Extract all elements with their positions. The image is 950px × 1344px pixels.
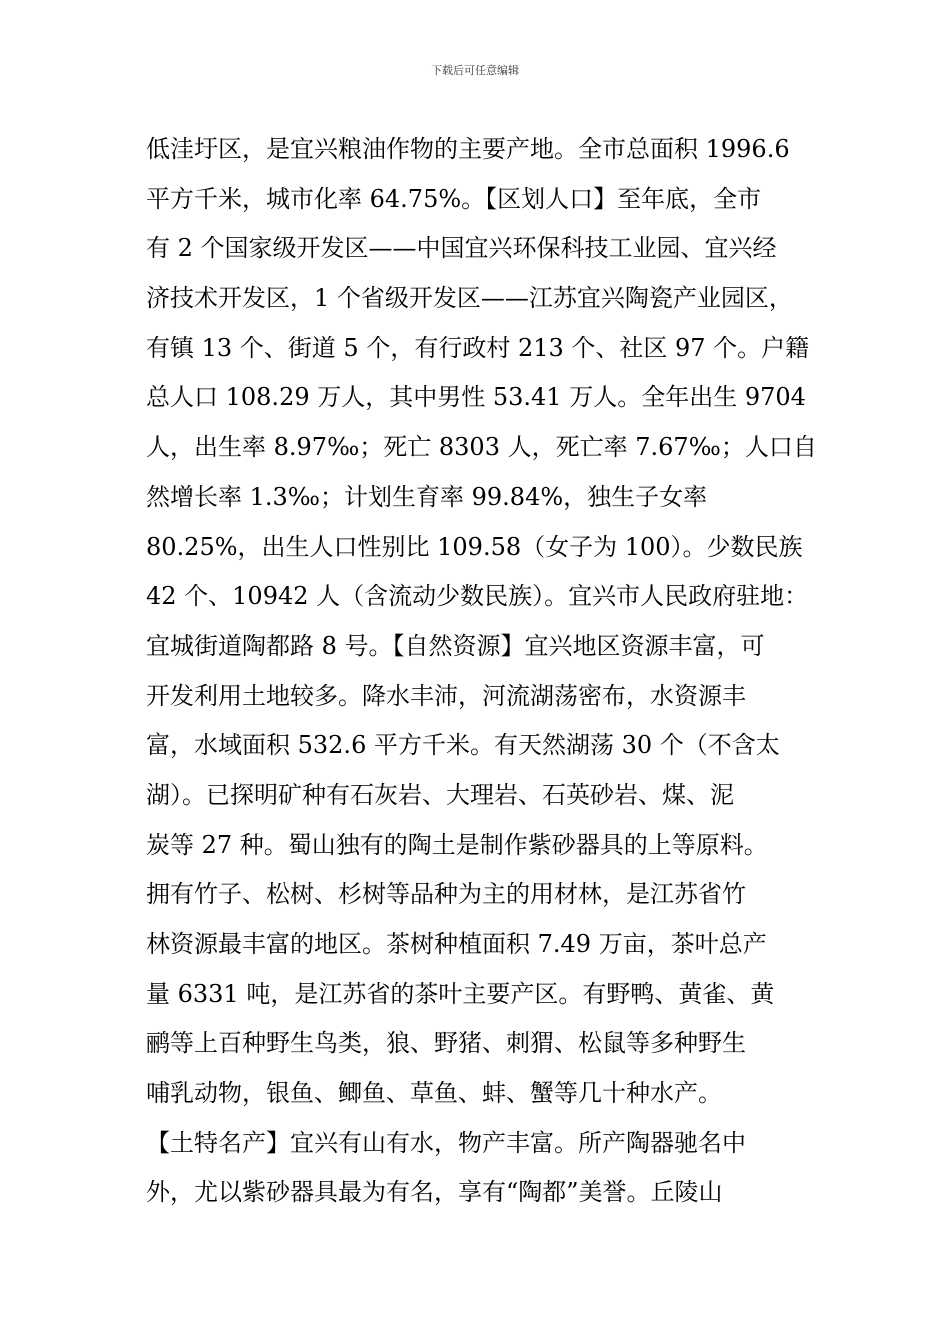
- text-line: 哺乳动物，银鱼、鲫鱼、草鱼、蚌、蟹等几十种水产。: [146, 1079, 722, 1108]
- text-line: 济技术开发区，1 个省级开发区——江苏宜兴陶瓷产业园区，: [146, 284, 793, 313]
- text-line: 宜城街道陶都路 8 号。【自然资源】宜兴地区资源丰富，可: [146, 631, 765, 660]
- page-header: 下载后可任意编辑: [431, 64, 519, 77]
- text-line: 总人口 108.29 万人，其中男性 53.41 万人。全年出生 9704: [146, 383, 806, 412]
- text-line: 鹂等上百种野生鸟类，狼、野猪、刺猬、松鼠等多种野生: [146, 1029, 746, 1058]
- text-line: 低洼圩区，是宜兴粮油作物的主要产地。全市总面积 1996.6: [146, 135, 790, 163]
- text-line: 有镇 13 个、街道 5 个，有行政村 213 个、社区 97 个。户籍: [146, 333, 810, 362]
- text-line: 富，水域面积 532.6 平方千米。有天然湖荡 30 个（不含太: [146, 731, 780, 760]
- text-line: 量 6331 吨，是江苏省的茶叶主要产区。有野鸭、黄雀、黄: [146, 979, 775, 1008]
- text-line: 80.25%，出生人口性别比 109.58（女子为 100）。少数民族: [146, 532, 803, 561]
- text-line: 拥有竹子、松树、杉树等品种为主的用材林，是江苏省竹: [146, 880, 746, 909]
- document-body: [146, 129, 826, 1222]
- text-line: 平方千米，城市化率 64.75%。【区划人口】至年底，全市: [146, 184, 762, 213]
- text-line: 炭等 27 种。蜀山独有的陶土是制作紫砂器具的上等原料。: [146, 830, 768, 859]
- text-line: 42 个、10942 人（含流动少数民族）。宜兴市人民政府驻地：: [146, 582, 809, 611]
- text-line: 开发利用土地较多。降水丰沛，河流湖荡密布，水资源丰: [146, 681, 746, 710]
- text-line: 外，尤以紫砂器具最为有名，享有“陶都”美誉。丘陵山: [146, 1178, 723, 1207]
- text-line: 有 2 个国家级开发区——中国宜兴环保科技工业园、宜兴经: [146, 234, 777, 263]
- text-line: 然增长率 1.3‰；计划生育率 99.84%，独生子女率: [146, 482, 708, 511]
- text-line: 林资源最丰富的地区。茶树种植面积 7.49 万亩，茶叶总产: [146, 930, 767, 958]
- text-line: 【土特名产】宜兴有山有水，物产丰富。所产陶器驰名中: [146, 1128, 746, 1157]
- text-line: 湖）。已探明矿种有石灰岩、大理岩、石英砂岩、煤、泥: [146, 780, 734, 809]
- text-line: 人，出生率 8.97‰；死亡 8303 人，死亡率 7.67‰；人口自: [146, 433, 817, 462]
